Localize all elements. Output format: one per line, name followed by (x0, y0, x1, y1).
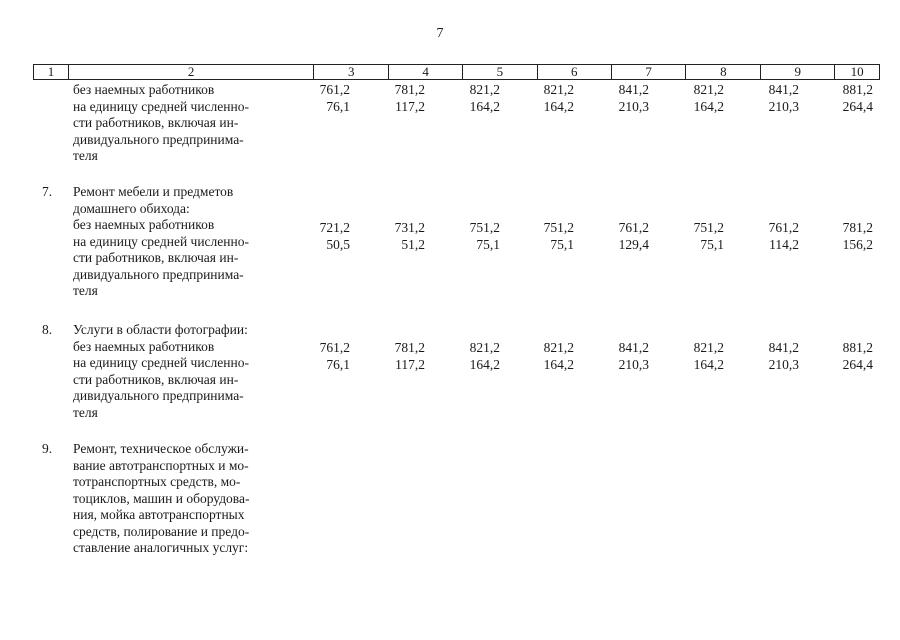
row-description: Услуги в области фотографии: без наемных работников на единицу средней численно- сти работников, включая ин- дивидуального предпринима- теля (73, 322, 249, 420)
column-header-2: 2 (69, 65, 314, 79)
column-header-3: 3 (314, 65, 389, 79)
column-header-7: 7 (612, 65, 687, 79)
values-row: 76,1 117,2 164,2 164,2 210,3 164,2 210,3 264,4 (326, 356, 873, 372)
column-header-1: 1 (34, 65, 69, 79)
row-number: 7. (42, 184, 53, 199)
values-row: 761,2 781,2 821,2 821,2 841,2 821,2 841,2 881,2 (319, 340, 873, 355)
page-number: 7 (436, 26, 444, 41)
column-header-6: 6 (538, 65, 612, 79)
values-row: 50,5 51,2 75,1 75,1 129,4 75,1 114,2 156,2 (326, 236, 873, 252)
row-number: 9. (42, 441, 53, 456)
column-header-9: 9 (761, 65, 835, 79)
values-row: 721,2 731,2 751,2 751,2 761,2 751,2 761,2 781,2 (319, 220, 873, 235)
column-header-8: 8 (686, 65, 761, 79)
row-description: Ремонт, техническое обслужи- вание автотранспортных и мо- тотранспортных средств, мо- тоциклов, машин и оборудова- ния, мойка автотранспортных средств, полирование и предо- ставление аналогичных услуг: (73, 441, 250, 555)
row-description: без наемных работников на единицу средней численно- сти работников, включая ин- дивидуального предпринима- теля (73, 82, 249, 163)
column-header-5: 5 (463, 65, 538, 79)
column-header-4: 4 (389, 65, 463, 79)
column-header-10: 10 (850, 64, 864, 79)
table-header-row (33, 64, 880, 80)
row-description: Ремонт мебели и предметов домашнего обихода: без наемных работников на единицу средней численно- сти работников, включая ин- дивидуального предпринима- теля (73, 184, 249, 298)
values-row: 76,1 117,2 164,2 164,2 210,3 164,2 210,3 264,4 (326, 98, 873, 114)
row-values (0, 220, 900, 253)
row-values (0, 340, 900, 373)
row-values (0, 82, 900, 115)
values-row: 761,2 781,2 821,2 821,2 841,2 821,2 841,2 881,2 (319, 82, 873, 97)
row-number: 8. (42, 322, 53, 337)
